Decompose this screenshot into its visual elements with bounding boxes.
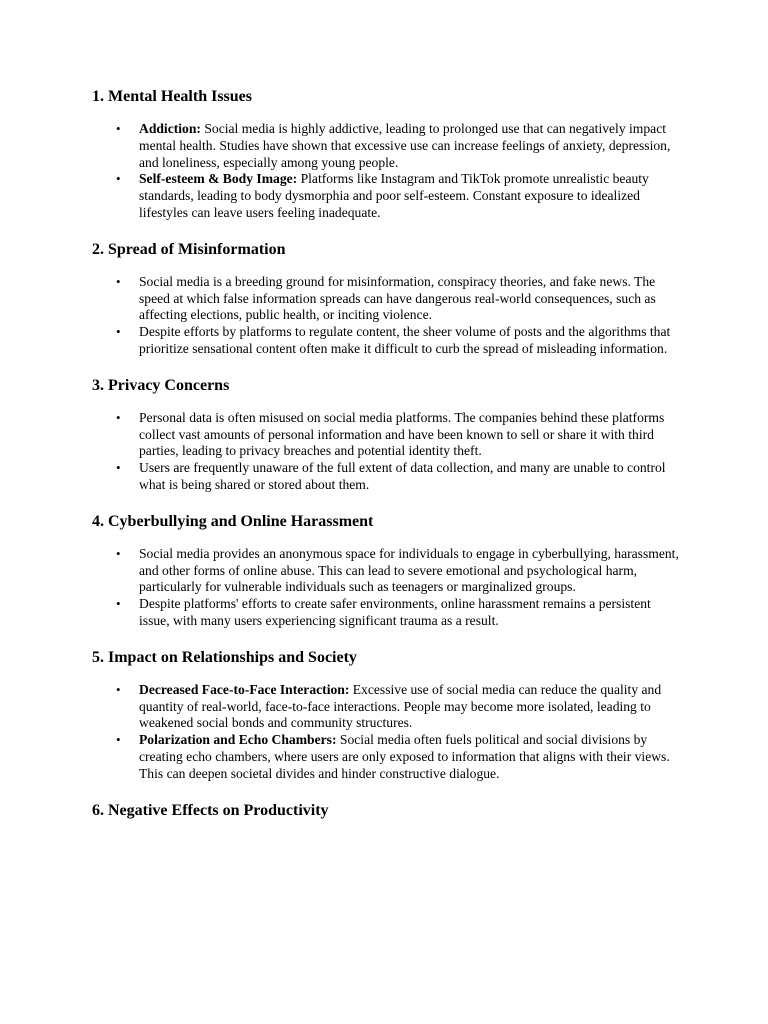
section-heading: 2. Spread of Misinformation xyxy=(92,240,286,258)
list-item xyxy=(139,682,682,732)
item-text: Excessive use of social media can reduce the quality and quantity of real-world, face-to-face interactions. People may become more isolated, leading to weakened social bonds and community structures. xyxy=(139,681,662,731)
item-text: Users are frequently unaware of the full extent of data collection, and many are unable to control what is being shared or stored about them. xyxy=(139,460,666,492)
section-cyberbullying xyxy=(92,512,682,630)
list-item xyxy=(139,274,682,324)
section-heading: 5. Impact on Relationships and Society xyxy=(92,648,357,666)
list-item xyxy=(139,460,682,494)
bullet-list xyxy=(92,546,682,630)
section-heading: 6. Negative Effects on Productivity xyxy=(92,801,329,819)
document-page xyxy=(92,87,682,839)
list-item xyxy=(139,410,682,460)
item-label: Polarization and Echo Chambers: xyxy=(139,732,337,748)
item-text: Despite efforts by platforms to regulate content, the sheer volume of posts and the algorithms that prioritize sensational content often make it difficult to curb the spread of misleading information. xyxy=(139,324,671,356)
item-label: Decreased Face-to-Face Interaction: xyxy=(139,681,350,697)
bullet-list xyxy=(92,682,682,783)
item-text: Social media is highly addictive, leading to prolonged use that can negatively impact mental health. Studies have shown that excessive use can increase feelings of anxiety, depression, and loneliness, especially among young people. xyxy=(139,121,671,170)
item-label: Addiction: xyxy=(139,121,201,136)
item-label: Self-esteem & Body Image: xyxy=(139,171,298,187)
section-relationships xyxy=(92,648,682,783)
section-heading: 3. Privacy Concerns xyxy=(92,376,230,394)
list-item xyxy=(139,121,682,171)
item-text: Despite platforms' efforts to create safer environments, online harassment remains a persistent issue, with many users experiencing significant trauma as a result. xyxy=(139,596,651,628)
list-item xyxy=(139,546,682,596)
bullet-list xyxy=(92,410,682,494)
section-heading: 1. Mental Health Issues xyxy=(92,88,252,105)
item-text: Social media provides an anonymous space for individuals to engage in cyberbullying, harassment, and other forms of online abuse. This can lead to severe emotional and psychological harm, particularly for vulnerable individuals such as teenagers or marginalized groups. xyxy=(139,545,679,595)
item-text: Platforms like Instagram and TikTok promote unrealistic beauty standards, leading to body dysmorphia and poor self-esteem. Constant exposure to idealized lifestyles can leave users feeling inadequate. xyxy=(139,171,649,220)
section-privacy xyxy=(92,376,682,494)
section-mental-health xyxy=(92,87,682,222)
item-text: Social media often fuels political and social divisions by creating echo chambers, where users are only exposed to information that aligns with their views. This can deepen societal divides and hinder constructive dialogue. xyxy=(139,732,670,781)
section-heading: 4. Cyberbullying and Online Harassment xyxy=(92,512,374,530)
list-item xyxy=(139,171,682,221)
section-misinformation xyxy=(92,240,682,358)
bullet-list xyxy=(92,274,682,358)
item-text: Personal data is often misused on social media platforms. The companies behind these platforms collect vast amounts of personal information and have been known to sell or share it with third parties, leading to privacy breaches and potential identity theft. xyxy=(139,409,665,459)
bullet-list xyxy=(92,121,682,222)
list-item xyxy=(139,596,682,630)
item-text: Social media is a breeding ground for misinformation, conspiracy theories, and fake news. The speed at which false information spreads can have dangerous real-world consequences, such as affecting elections, public health, or inciting violence. xyxy=(139,273,656,323)
section-productivity xyxy=(92,801,682,821)
list-item xyxy=(139,324,682,358)
list-item xyxy=(139,732,682,782)
